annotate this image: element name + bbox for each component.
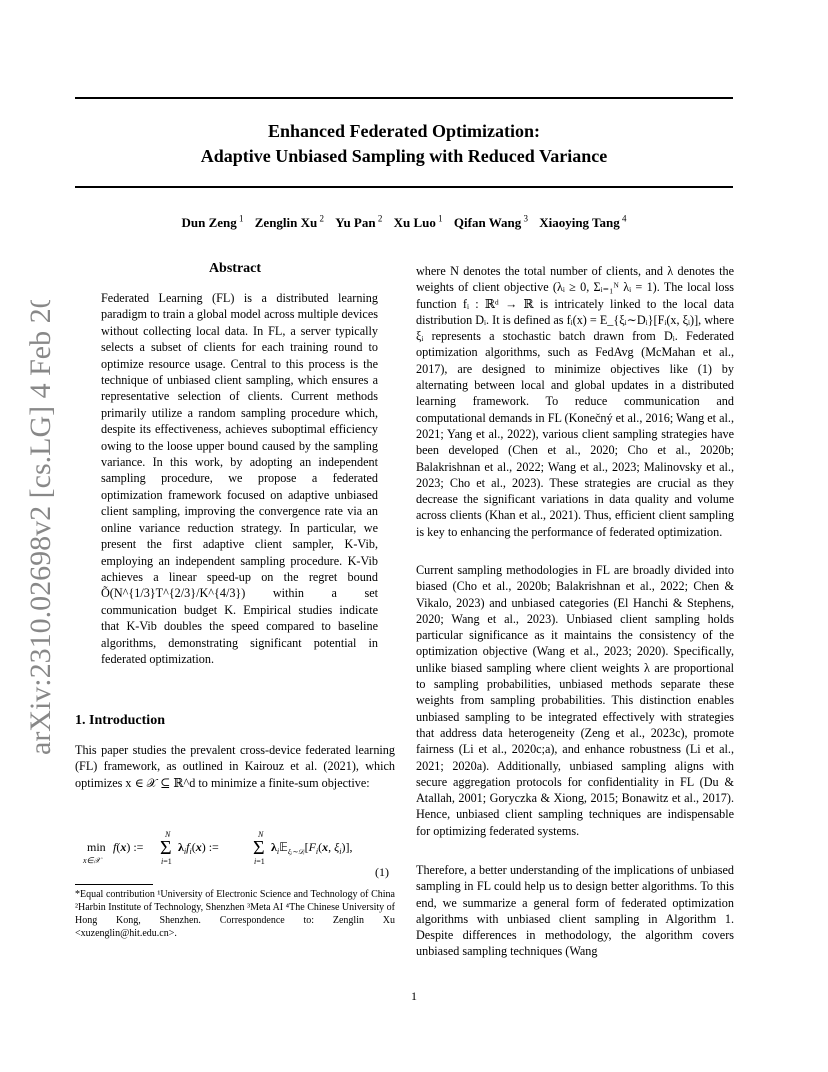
title-top-rule (75, 97, 733, 99)
svg-text:i=1: i=1 (254, 857, 265, 866)
arxiv-stamp-text: arXiv:2310.02698v2 [cs.LG] 4 Feb 2024 (24, 300, 57, 755)
right-paragraph-3 (416, 862, 734, 960)
author: Yu Pan $^2$ (335, 214, 383, 231)
abstract-heading: Abstract (208, 261, 262, 276)
abstract-body (101, 290, 378, 667)
right-paragraph-1 (416, 263, 734, 540)
author: Xiaoying Tang $^4$ (539, 214, 627, 231)
intro-paragraph-1 (75, 742, 395, 791)
author-list (75, 214, 733, 231)
right-paragraph-1-text: where N denotes the total number of clients, and λ denotes the weights of client objective (λᵢ ≥ 0, Σᵢ₌₁ᴺ λᵢ = 1). The local loss function fᵢ : ℝᵈ → ℝ is intricately linked to the local data distribution Dᵢ. It is defined as fᵢ(x) = E_{ξᵢ∼Dᵢ}[Fᵢ(x, ξᵢ)], where ξᵢ represents a stochastic batch drawn from Dᵢ. Federated optimization algorithms, such as FedAvg (McMahan et al., 2017), are designed to minimize objectives like (1) by alternating between local and global updates in a distributed learning framework. To reduce communication and computational demands in FL (Konečný et al., 2016; Wang et al., 2021; Yang et al., 2022), various client sampling strategies have been developed (Chen et al., 2020; Cho et al., 2020b; Balakrishnan et al., 2022; Wang et al., 2023; Malinovsky et al., 2023; Cho et al., 2023). These strategies are crucial as they decrease the significant variations in data quality and volume across clients (Khan et al., 2021). Thus, efficient client sampling is key to enhancing the performance of federated optimization. (416, 264, 734, 539)
svg-text:λifi(x) :=: $\lambda_if_i(x)$ := (178, 840, 219, 856)
svg-text:f(x) :=: f(x) := (113, 840, 144, 854)
svg-text:x∈𝒳: x∈𝒳 (83, 856, 101, 865)
svg-text:N: N (165, 830, 171, 839)
arxiv-stamp (6, 300, 64, 760)
equation-number: (1) (375, 865, 389, 879)
author: Qifan Wang $^3$ (453, 214, 528, 231)
footnote: *Equal contribution ¹University of Electronic Science and Technology of China ²Harbin Institute of Technology, Shenzhen ³Meta AI ⁴The Chinese University of Hong Kong, Shenzhen. Correspondence to: Zenglin Xu <xuzenglin@hit.edu.cn>. (75, 889, 395, 939)
page-number: 1 (411, 989, 417, 1003)
author: Xu Luo $^1$ (393, 214, 443, 231)
section-heading-introduction: 1. Introduction (75, 713, 165, 728)
author: Zenglin Xu $^2$ (254, 214, 324, 231)
paper-title-line1: Enhanced Federated Optimization: (268, 121, 540, 141)
footnote-rule (75, 884, 153, 885)
svg-text:i=1: i=1 (161, 857, 172, 866)
author: Dun Zeng $^1$ (181, 214, 244, 231)
right-paragraph-3-text: Therefore, a better understanding of the implications of unbiased sampling in FL could help us to design better algorithms. To this end, we summarize a general form of federated optimization algorithms with unbiased client sampling in Algorithm 1. Despite differences in methodology, the algorithm covers unbiased sampling techniques (Wang (416, 863, 734, 959)
right-paragraph-2 (416, 562, 734, 839)
svg-text:Σ: Σ (160, 837, 172, 859)
equation-1 (75, 820, 395, 880)
svg-text:N: N (258, 830, 264, 839)
intro-paragraph-text: This paper studies the prevalent cross-device federated learning (FL) framework, as outlined in Kairouz et al. (2021), which optimizes x ∈ 𝒳 ⊆ ℝ^d to minimize a finite-sum objective: (75, 743, 395, 790)
svg-text:min: min (87, 840, 106, 854)
svg-text:λi𝔼ξᵢ∼𝒟ᵢ[Fi(x, ξi)],: $\lambda_i𝔼_{\xi ᵢ\sim 𝒟ᵢ}[F_i(x$, $\xi_i$)], (271, 840, 353, 856)
abstract-text: Federated Learning (FL) is a distributed learning paradigm to train a global model across multiple devices without collecting local data. In FL, a server typically selects a subset of clients for each training round to optimize resource usage. Central to this process is the technique of unbiased client sampling, which ensures a representative selection of clients. Current methods primarily utilize a random sampling procedure which, despite its effectiveness, achieves suboptimal efficiency owing to the loose upper bound caused by the sampling variance. In this work, by adopting an independent sampling procedure, we propose a federated optimization framework focused on adaptive unbiased client sampling, improving the convergence rate via an online variance reduction strategy. In particular, we present the first adaptive client sampler, K-Vib, employing an independent sampling procedure. K-Vib achieves a linear speed-up on the regret bound Õ(N^{1/3}T^{2/3}/K^{4/3}) within a set communication budget K. Empirical studies indicate that K-Vib doubles the speed compared to baseline algorithms, demonstrating significant potential in federated optimization. (101, 291, 378, 666)
svg-text:Σ: Σ (253, 837, 265, 859)
paper-title-line2: Adaptive Unbiased Sampling with Reduced Variance (200, 146, 608, 166)
title-bottom-rule (75, 186, 733, 188)
right-paragraph-2-text: Current sampling methodologies in FL are broadly divided into biased (Cho et al., 2020b; Balakrishnan et al., 2022; Chen & Vikalo, 2023) and unbiased categories (El Hanchi & Stephens, 2020; Wang et al., 2023). Unbiased client sampling holds particular significance as it maintains the consistency of the optimization objective (Wang et al., 2023; 2020). Specifically, unlike biased sampling where client weights λ are proportional to sampling probabilities, unbiased methods separate these weights from sampling probabilities. This distinction enables unbiased sampling to be integrated effectively with strategies that address data heterogeneity (Zeng et al., 2023c), promote fairness (Li et al., 2020c;a), and enhance robustness (Li et al., 2021; 2020a). Additionally, unbiased sampling aligns with secure aggregation protocols for confidentiality in FL (Du & Atallah, 2001; Goryczka & Xiong, 2015; Bonawitz et al., 2017). Hence, unbiased client sampling techniques are indispensable for optimizing federated systems. (416, 563, 734, 838)
